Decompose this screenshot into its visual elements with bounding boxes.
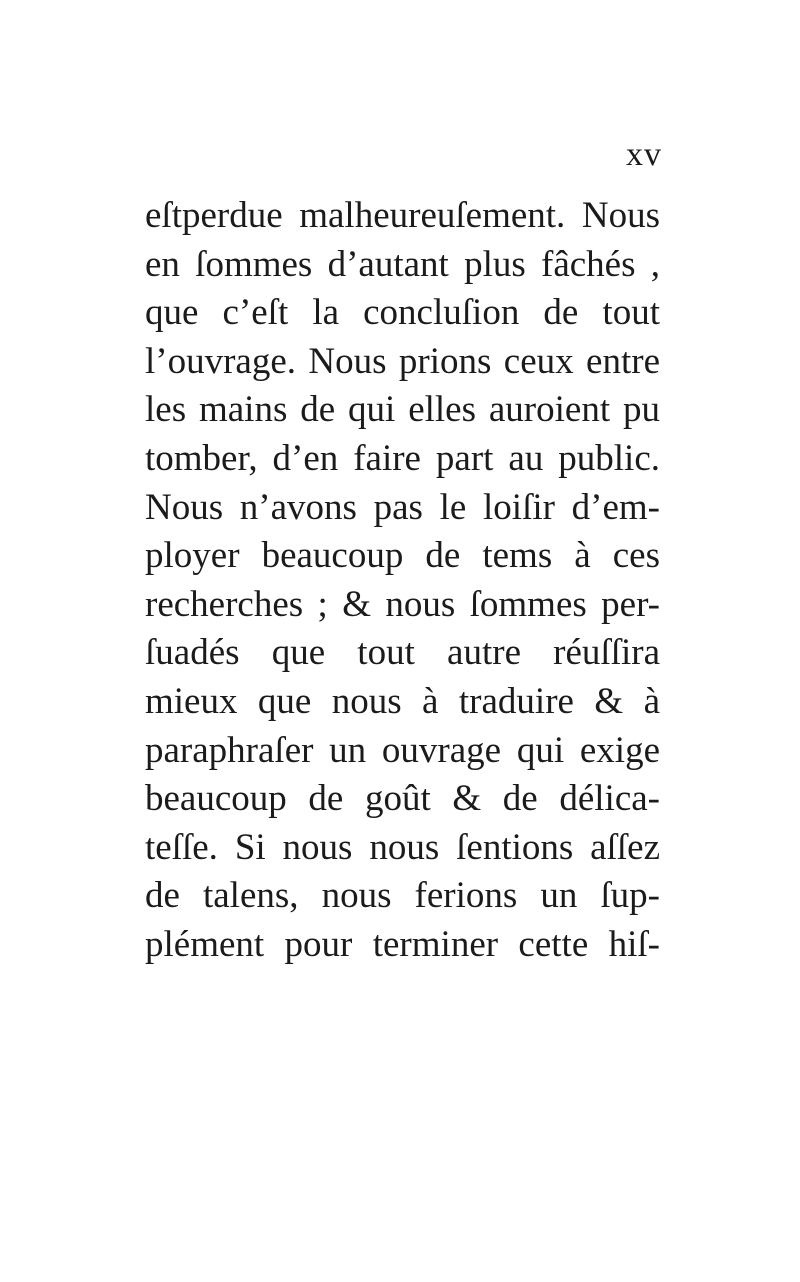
text-line: teſſe. Si nous nous ſentions aſſez — [145, 826, 660, 868]
text-line: plément pour terminer cette hiſ- — [145, 923, 660, 965]
text-line: en ſommes d’autant plus fâchés , — [145, 243, 660, 285]
text-line: les mains de qui elles auroient pu — [145, 389, 660, 431]
body-text — [145, 192, 660, 970]
text-line: tomber, d’en faire part au public. — [145, 437, 660, 479]
page-number: xv — [626, 136, 662, 173]
text-line: paraphraſer un ouvrage qui exige — [145, 729, 660, 771]
text-line: ſuadés que tout autre réuſſira — [145, 632, 660, 674]
text-line: eſtperdue malheureuſement. Nous — [145, 195, 660, 236]
text-line: recherches ; & nous ſommes per- — [145, 583, 660, 625]
text-line: mieux que nous à traduire & à — [145, 680, 660, 722]
text-line: Nous n’avons pas le loiſir d’em- — [145, 486, 660, 528]
text-line: que c’eſt la concluſion de tout — [145, 292, 660, 334]
text-line: l’ouvrage. Nous prions ceux entre — [145, 340, 660, 382]
text-line: de talens, nous ferions un ſup- — [145, 875, 660, 917]
text-line: beaucoup de goût & de délica- — [145, 778, 660, 820]
text-line: ployer beaucoup de tems à ces — [145, 535, 660, 577]
